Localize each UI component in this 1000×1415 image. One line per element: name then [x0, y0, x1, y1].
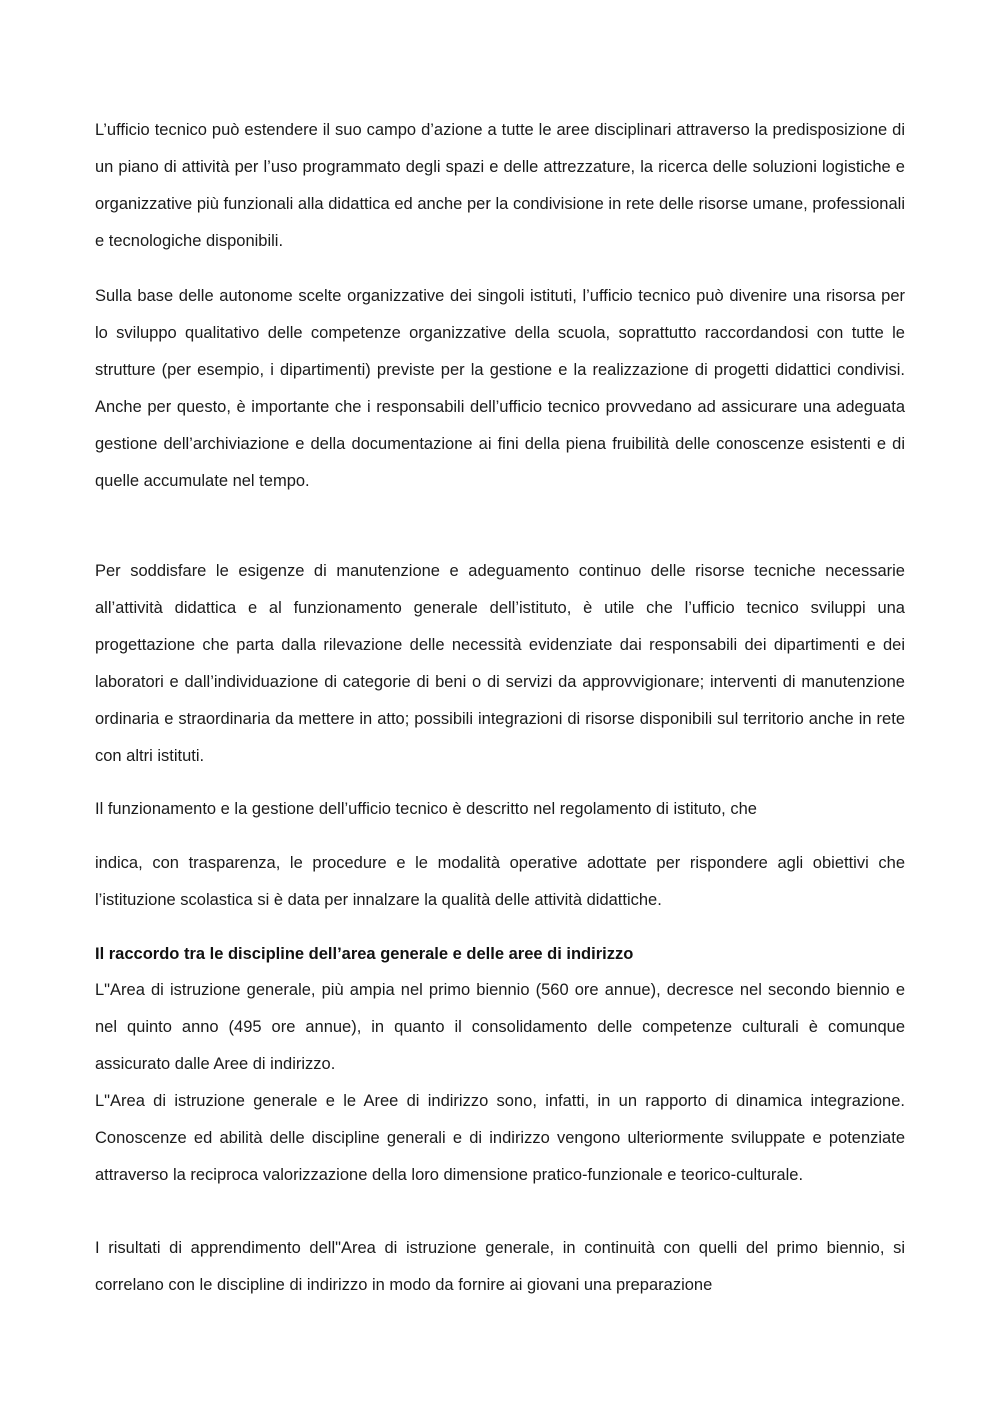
paragraph-trasparenza-procedure: indica, con trasparenza, le procedure e le modalità operative adottate per rispondere agli obiettivi che l’istituzione scolastica si è data per innalzare la qualità delle attività didattiche. — [95, 854, 905, 909]
paragraph-scelte-organizzative: Sulla base delle autonome scelte organizzative dei singoli istituti, l’ufficio tecnico può divenire una risorsa per lo sviluppo qualitativo delle competenze organizzative della scuola, soprattutto raccordandosi con tutte le strutture (per esempio, i dipartimenti) previste per la gestione e la realizzazione di progetti didattici condivisi. Anche per questo, è importante che i responsabili dell’ufficio tecnico provvedano ad assicurare una adeguata gestione dell’archiviazione e della documentazione ai fini della piena fruibilità delle conoscenze esistenti e di quelle accumulate nel tempo. — [95, 287, 905, 490]
paragraph-risultati-apprendimento: I risultati di apprendimento dell"Area di istruzione generale, in continuità con quelli del primo biennio, si correlano con le discipline di indirizzo in modo da fornire ai giovani una preparazione — [95, 1239, 905, 1294]
paragraph-integrazione-aree: L"Area di istruzione generale e le Aree di indirizzo sono, infatti, in un rapporto di dinamica integrazione. Conoscenze ed abilità delle discipline generali e di indirizzo vengono ulteriormente sviluppate e potenziate attraverso la reciproca valorizzazione della loro dimensione pratico-funzionale e teorico-culturale. — [95, 1092, 905, 1184]
paragraph-area-istruzione-generale: L"Area di istruzione generale, più ampia nel primo biennio (560 ore annue), decresce nel secondo biennio e nel quinto anno (495 ore annue), in quanto il consolidamento delle competenze culturali è comunque assicurato dalle Aree di indirizzo. — [95, 981, 905, 1073]
section-heading: Il raccordo tra le discipline dell’area generale e delle aree di indirizzo — [95, 945, 634, 963]
paragraph-manutenzione-adeguamento: Per soddisfare le esigenze di manutenzione e adeguamento continuo delle risorse tecniche necessarie all’attività didattica e al funzionamento generale dell’istituto, è utile che l’ufficio tecnico sviluppi una progettazione che parta dalla rilevazione delle necessità evidenziate dai responsabili dei dipartimenti e dei laboratori e dall’individuazione di categorie di beni o di servizi da approvvigionare; interventi di manutenzione ordinaria e straordinaria da mettere in atto; possibili integrazioni di risorse disponibili sul territorio anche in rete con altri istituti. — [95, 562, 905, 765]
paragraph-funzionamento-gestione: Il funzionamento e la gestione dell’ufficio tecnico è descritto nel regolamento di istituto, che — [95, 800, 757, 818]
paragraph-ufficio-tecnico-campo-azione: L’ufficio tecnico può estendere il suo campo d’azione a tutte le aree disciplinari attraverso la predisposizione di un piano di attività per l’uso programmato degli spazi e delle attrezzature, la ricerca delle soluzioni logistiche e organizzative più funzionali alla didattica ed anche per la condivisione in rete delle risorse umane, professionali e tecnologiche disponibili. — [95, 121, 905, 250]
